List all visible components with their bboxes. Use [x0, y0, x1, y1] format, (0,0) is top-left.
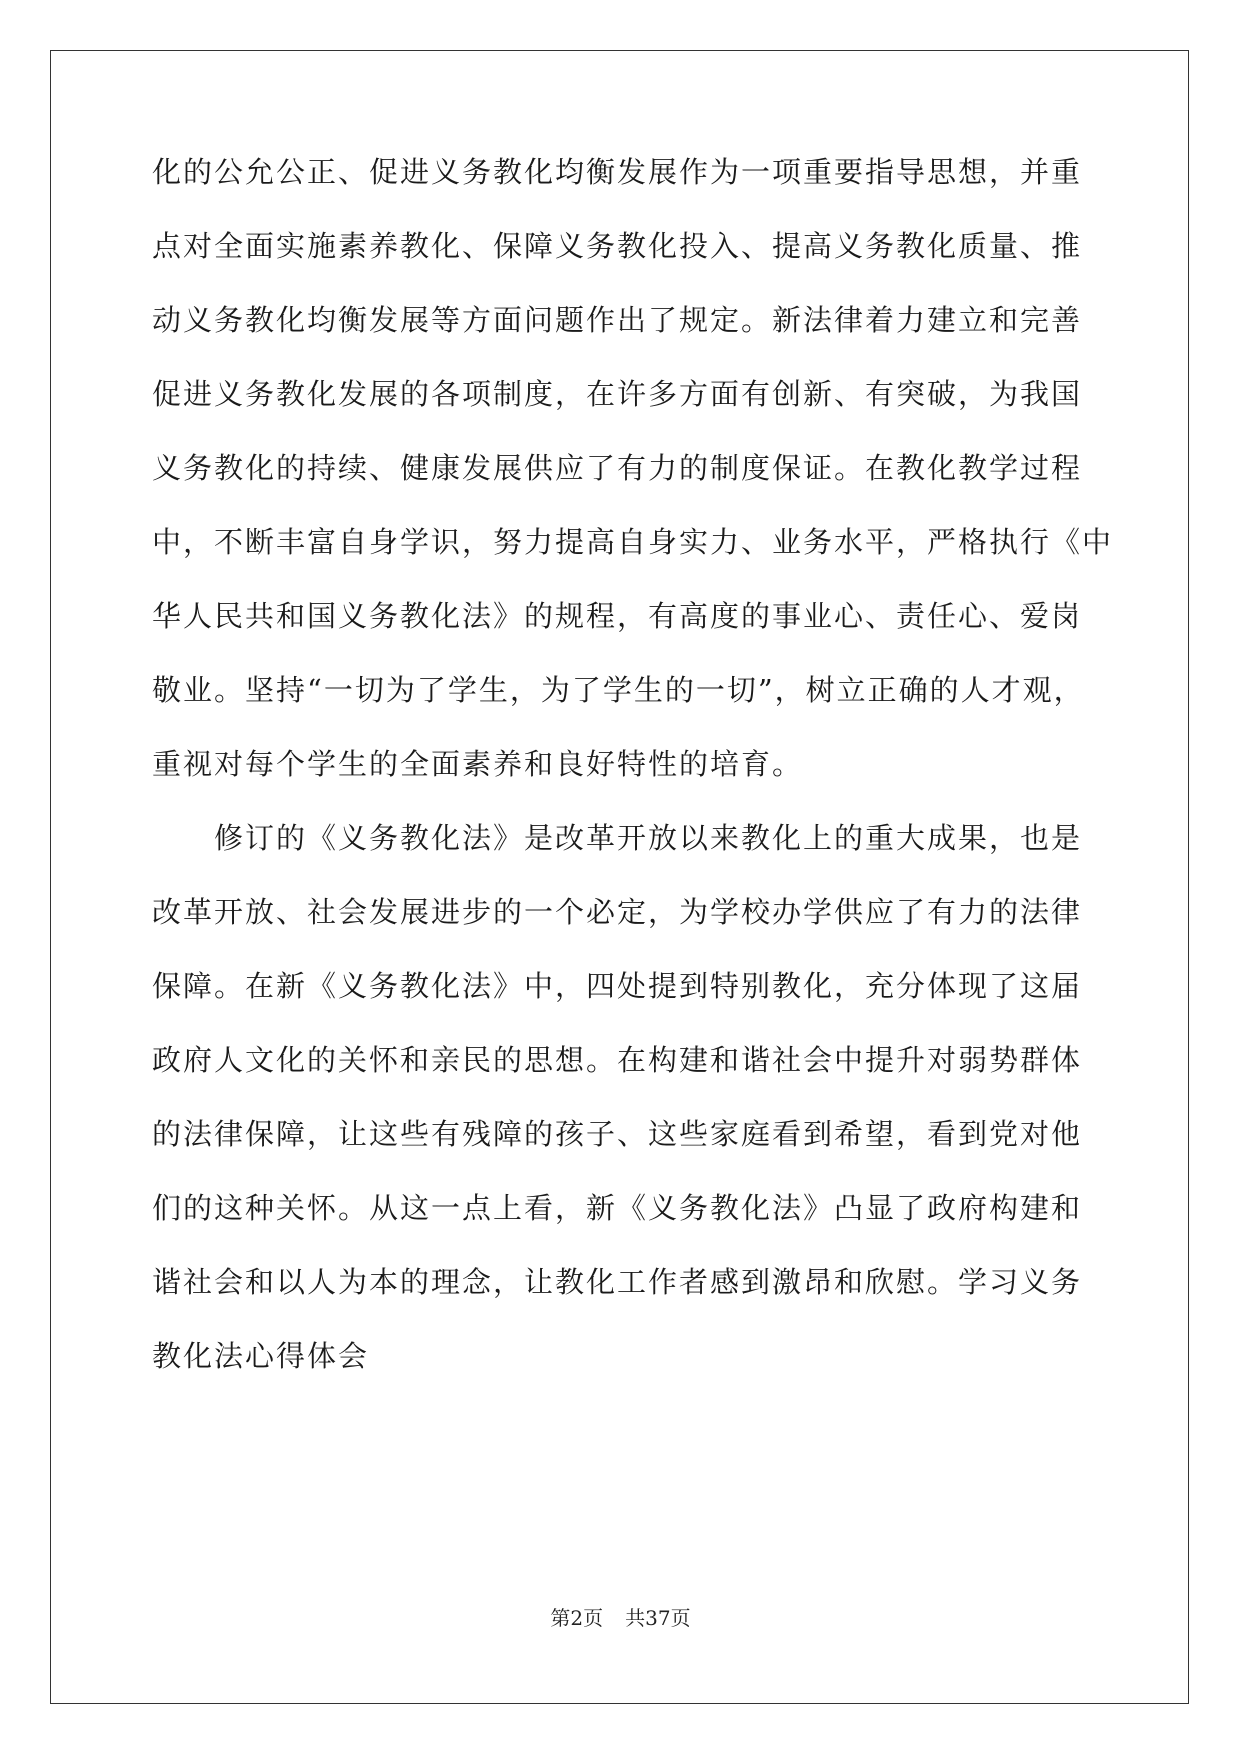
body-text-line: 促进义务教化发展的各项制度，在许多方面有创新、有突破，为我国	[152, 377, 1083, 411]
body-text-line: 点对全面实施素养教化、保障义务教化投入、提高义务教化质量、推	[152, 229, 1083, 263]
body-text-line: 保障。在新《义务教化法》中，四处提到特别教化，充分体现了这届	[152, 969, 1083, 1003]
body-text-line: 重视对每个学生的全面素养和良好特性的培育。	[152, 747, 804, 781]
page-footer	[0, 1604, 1241, 1632]
body-text-line: 的法律保障，让这些有残障的孩子、这些家庭看到希望，看到党对他	[152, 1117, 1083, 1151]
body-text-line: 华人民共和国义务教化法》的规程，有高度的事业心、责任心、爱岗	[152, 599, 1083, 633]
body-text-line: 敬业。坚持“一切为了学生，为了学生的一切”，树立正确的人才观，	[152, 673, 1085, 707]
page-number: 第2页	[550, 1606, 604, 1630]
body-text-line: 化的公允公正、促进义务教化均衡发展作为一项重要指导思想，并重	[152, 155, 1083, 189]
page-total: 共37页	[625, 1606, 691, 1630]
page-border	[50, 50, 1189, 1704]
body-text-line: 政府人文化的关怀和亲民的思想。在构建和谐社会中提升对弱势群体	[152, 1043, 1083, 1077]
body-text-line: 中，不断丰富自身学识，努力提高自身实力、业务水平，严格执行《中	[152, 525, 1114, 559]
body-text-line: 教化法心得体会	[152, 1339, 370, 1373]
body-text-line: 谐社会和以人为本的理念，让教化工作者感到激昂和欣慰。学习义务	[152, 1265, 1083, 1299]
body-text-line-indented: 修订的《义务教化法》是改革开放以来教化上的重大成果，也是	[214, 821, 1083, 855]
body-text-line: 动义务教化均衡发展等方面问题作出了规定。新法律着力建立和完善	[152, 303, 1083, 337]
body-text-line: 改革开放、社会发展进步的一个必定，为学校办学供应了有力的法律	[152, 895, 1083, 929]
body-text-line: 们的这种关怀。从这一点上看，新《义务教化法》凸显了政府构建和	[152, 1191, 1083, 1225]
body-text-line: 义务教化的持续、健康发展供应了有力的制度保证。在教化教学过程	[152, 451, 1083, 485]
